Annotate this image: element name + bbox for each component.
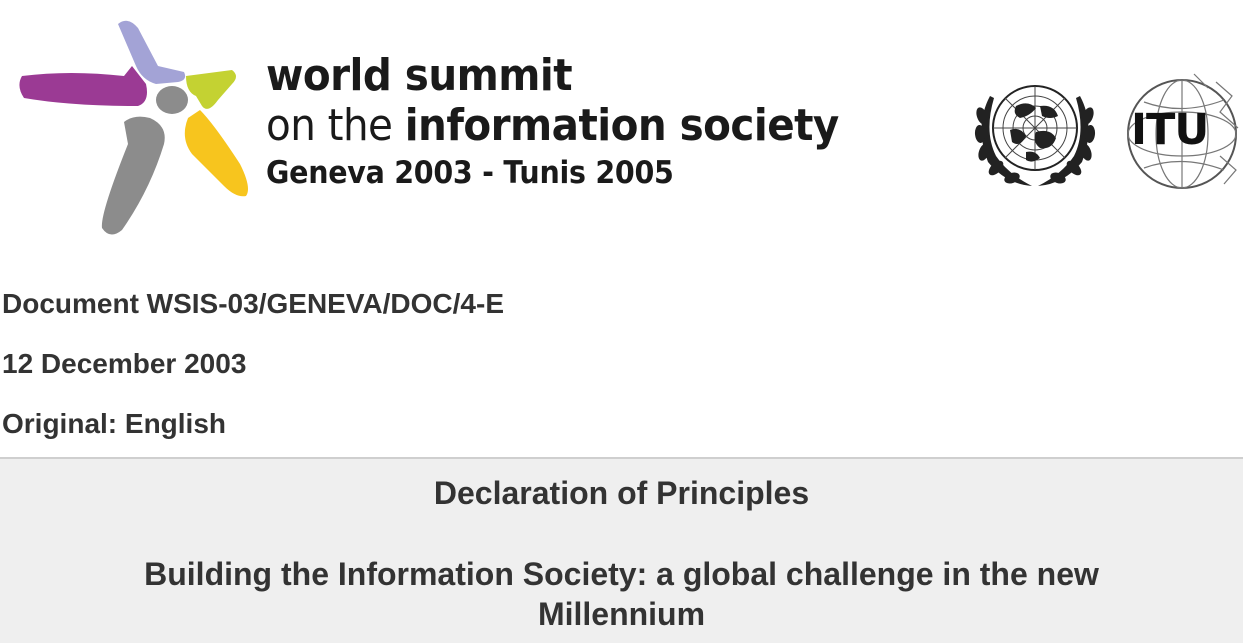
wsis-wordmark-line1: world summit	[266, 50, 573, 101]
document-number: Document WSIS-03/GENEVA/DOC/4-E	[2, 288, 505, 319]
wsis-wordmark-line2-bold: information society	[404, 100, 839, 151]
document-date: 12 December 2003	[2, 348, 247, 379]
document-subtitle: Building the Information Society: a global challenge in the new Millennium	[144, 556, 1099, 632]
itu-wordmark: ITU	[1131, 105, 1209, 155]
wsis-wordmark-line2	[266, 100, 839, 151]
wsis-wordmark-line3: Geneva 2003 - Tunis 2005	[266, 155, 674, 191]
wsis-logo-purple-arm	[19, 66, 147, 106]
un-emblem-icon	[970, 76, 1100, 188]
wsis-wordmark-line2-prefix: on the	[266, 100, 405, 151]
document-title: Declaration of Principles	[433, 475, 810, 511]
itu-logo	[1124, 72, 1243, 192]
title-band	[0, 457, 1243, 643]
wsis-logo-center-dot	[156, 86, 188, 114]
wsis-wordmark	[266, 50, 889, 191]
wsis-logo-yellow-arm	[185, 110, 248, 196]
wsis-star-logo	[10, 14, 260, 244]
wsis-logo-gray-arm	[102, 117, 165, 235]
document-meta	[2, 285, 504, 465]
wsis-logo-lime-arm	[186, 70, 236, 109]
document-original-language: Original: English	[2, 408, 227, 439]
page-header	[0, 0, 1243, 250]
